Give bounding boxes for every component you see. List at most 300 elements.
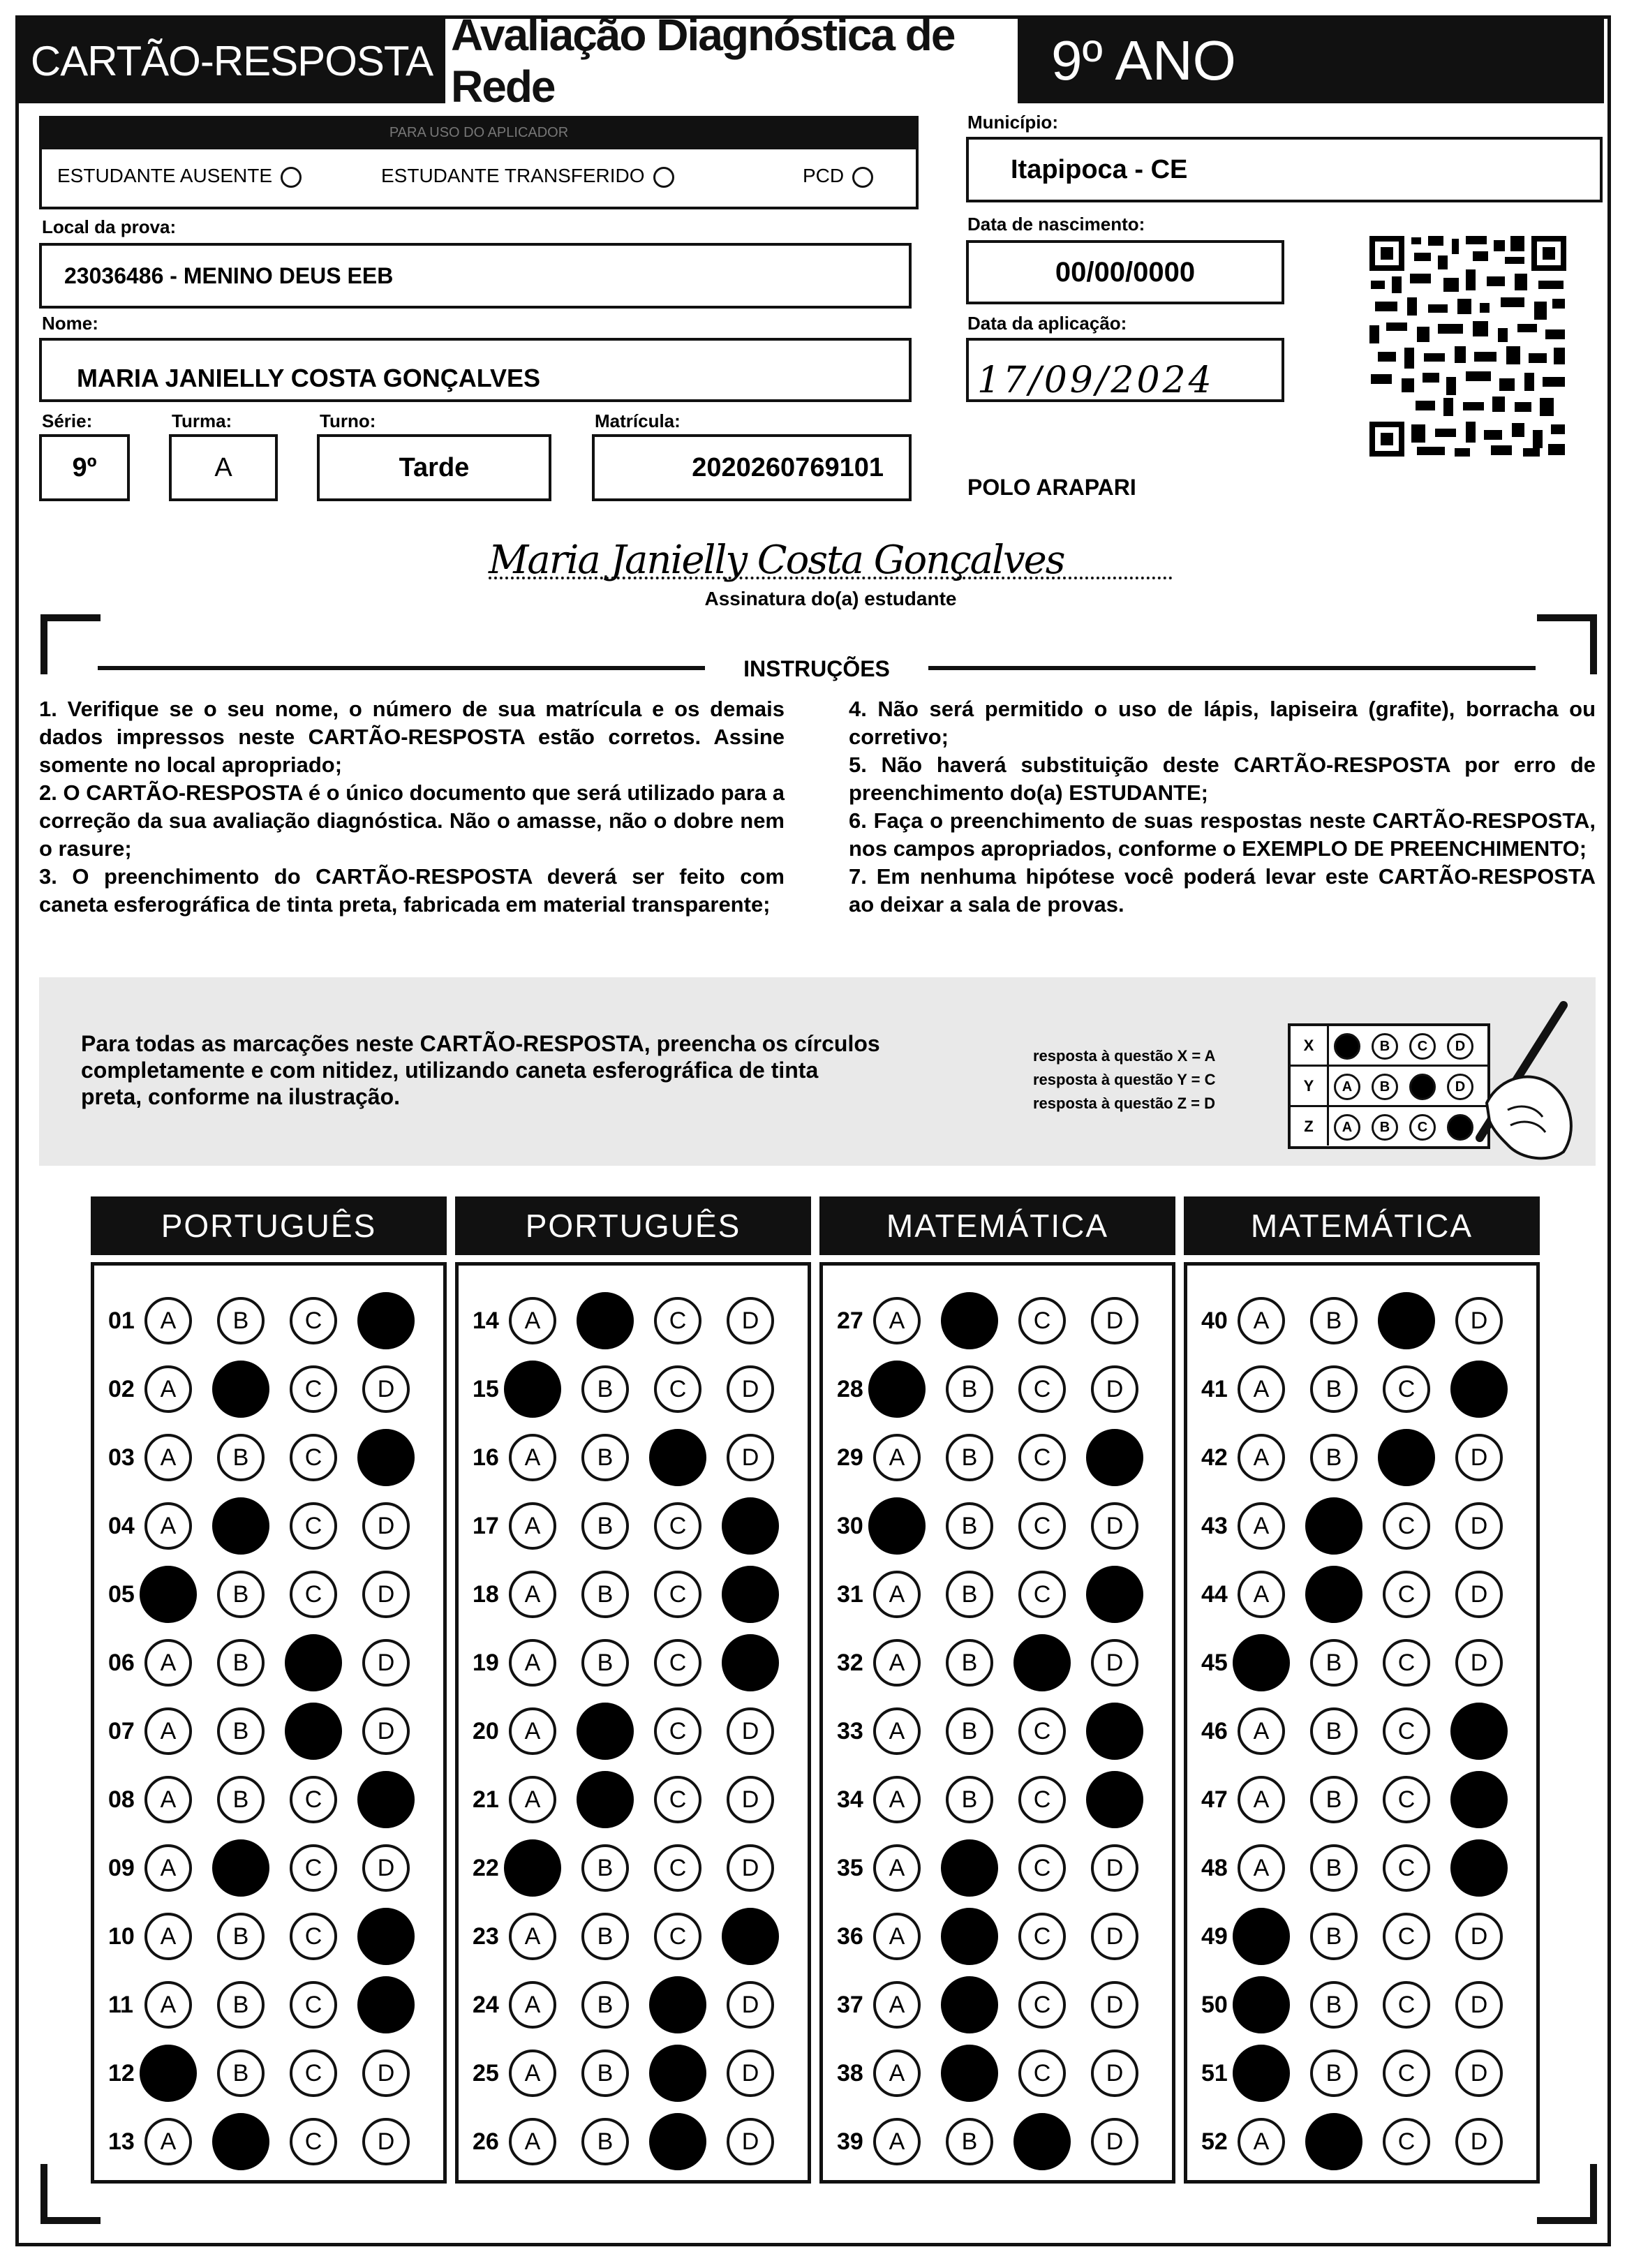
answer-bubble-a[interactable]: A	[140, 2045, 197, 2102]
question-number: 02	[108, 1375, 135, 1402]
answer-bubble-b[interactable]: B	[946, 1639, 993, 1687]
answer-bubble-d[interactable]: D	[357, 1976, 415, 2033]
answer-bubble-c[interactable]: C	[1383, 1844, 1430, 1892]
question-number: 03	[108, 1444, 135, 1471]
answer-bubble-b[interactable]: B	[946, 2118, 993, 2165]
question-number: 44	[1201, 1580, 1228, 1608]
answer-bubble-b[interactable]: B	[941, 2045, 998, 2102]
example-bubble-a: A	[1334, 1114, 1360, 1141]
answer-bubble-d[interactable]: D	[1450, 1703, 1508, 1760]
question-number: 32	[837, 1649, 863, 1676]
answer-bubble-a[interactable]: A	[873, 1913, 921, 1960]
answer-bubble-a[interactable]: A	[509, 2118, 556, 2165]
answer-bubble-c[interactable]: C	[285, 1634, 342, 1691]
question-number: 22	[473, 1854, 499, 1881]
answer-bubble-c[interactable]: C	[654, 1844, 701, 1892]
answer-bubble-a[interactable]: A	[873, 1571, 921, 1618]
answer-bubble-a[interactable]: A	[1238, 1571, 1285, 1618]
answer-bubble-a[interactable]: A	[509, 2050, 556, 2097]
answer-bubble-c[interactable]: C	[1018, 1913, 1066, 1960]
question-row	[837, 1978, 1164, 2032]
answer-bubble-d[interactable]: D	[1450, 1361, 1508, 1418]
answer-bubble-d[interactable]: D	[727, 1844, 774, 1892]
answer-bubble-b[interactable]: B	[212, 1361, 269, 1418]
answer-bubble-d[interactable]: D	[1086, 1703, 1143, 1760]
answer-bubble-b[interactable]: B	[581, 1913, 629, 1960]
absent-option[interactable]	[57, 165, 302, 188]
answer-bubble-b[interactable]: B	[1305, 1497, 1362, 1555]
answer-bubble-b[interactable]: B	[581, 1639, 629, 1687]
answer-bubble-d[interactable]: D	[362, 1571, 410, 1618]
answer-bubble-a[interactable]: A	[1233, 1634, 1290, 1691]
answer-bubble-d[interactable]: D	[362, 2050, 410, 2097]
answer-bubble-d[interactable]: D	[1086, 1771, 1143, 1828]
answer-bubble-b[interactable]: B	[1305, 2113, 1362, 2170]
answer-bubble-d[interactable]: D	[1455, 1913, 1503, 1960]
answer-bubble-a[interactable]: A	[144, 1639, 192, 1687]
answer-bubble-b[interactable]: B	[1310, 1434, 1358, 1481]
answer-bubble-b[interactable]: B	[581, 1434, 629, 1481]
answer-bubble-c[interactable]: C	[290, 1502, 337, 1550]
answer-bubble-b[interactable]: B	[1310, 1365, 1358, 1413]
answer-bubble-b[interactable]: B	[1310, 1913, 1358, 1960]
question-row	[108, 2114, 435, 2169]
answer-bubble-b[interactable]: B	[946, 1571, 993, 1618]
question-row	[1201, 1294, 1528, 1348]
answer-bubble-a[interactable]: A	[1238, 2118, 1285, 2165]
answer-bubble-b[interactable]: B	[946, 1365, 993, 1413]
answer-bubble-c[interactable]: C	[1013, 2113, 1071, 2170]
answer-bubble-c[interactable]: C	[290, 1981, 337, 2029]
answer-bubble-c[interactable]: C	[1018, 1571, 1066, 1618]
question-row	[473, 1430, 799, 1485]
pcd-circle[interactable]	[852, 167, 873, 188]
question-number: 18	[473, 1580, 499, 1608]
corner-bottom-right	[1537, 2164, 1597, 2224]
question-number: 38	[837, 2059, 863, 2087]
answer-bubble-d[interactable]: D	[1091, 1297, 1138, 1344]
name-label: Nome:	[42, 313, 98, 334]
answer-bubble-a[interactable]: A	[144, 1776, 192, 1823]
answer-bubble-d[interactable]: D	[1091, 1844, 1138, 1892]
answer-bubble-c[interactable]: C	[290, 1844, 337, 1892]
answer-bubble-b[interactable]: B	[212, 1497, 269, 1555]
answer-bubble-d[interactable]: D	[1455, 1639, 1503, 1687]
qr-code	[1368, 235, 1568, 458]
question-row	[108, 1636, 435, 1690]
instruction-1: 1. Verifique se o seu nome, o número de sua matrícula e os demais dados impressos neste CARTÃO-RESPOSTA estão corretos. Assine somente no local apropriado;	[39, 697, 785, 777]
answer-bubble-d[interactable]: D	[362, 1844, 410, 1892]
question-number: 11	[108, 1991, 133, 2018]
question-number: 45	[1201, 1649, 1228, 1676]
answer-bubble-b[interactable]: B	[941, 1292, 998, 1349]
answer-bubble-d[interactable]: D	[727, 2118, 774, 2165]
answer-bubble-a[interactable]: A	[144, 1707, 192, 1755]
local-field: 23036486 - MENINO DEUS EEB	[39, 243, 912, 309]
answer-bubble-c[interactable]: C	[654, 1297, 701, 1344]
answer-bubble-a[interactable]: A	[509, 1913, 556, 1960]
answer-bubble-a[interactable]: A	[144, 1297, 192, 1344]
question-row	[473, 1704, 799, 1758]
app-date-field[interactable]: 17/09/2024	[966, 338, 1284, 402]
answer-bubble-a[interactable]: A	[873, 1297, 921, 1344]
answer-bubble-a[interactable]: A	[868, 1497, 926, 1555]
answer-bubble-c[interactable]: C	[290, 1913, 337, 1960]
answer-bubble-b[interactable]: B	[217, 1707, 265, 1755]
question-number: 36	[837, 1922, 863, 1950]
answer-bubble-c[interactable]: C	[1383, 1913, 1430, 1960]
answer-bubble-b[interactable]: B	[1310, 1639, 1358, 1687]
answer-bubble-d[interactable]: D	[362, 1639, 410, 1687]
answer-bubble-d[interactable]: D	[362, 1365, 410, 1413]
answer-bubble-d[interactable]: D	[362, 2118, 410, 2165]
answer-bubble-a[interactable]: A	[504, 1839, 561, 1897]
answer-bubble-c[interactable]: C	[1383, 1707, 1430, 1755]
answer-bubble-c[interactable]: C	[1378, 1429, 1435, 1486]
answer-bubble-a[interactable]: A	[873, 1844, 921, 1892]
answer-bubble-a[interactable]: A	[1233, 2045, 1290, 2102]
turno-field: Tarde	[317, 434, 551, 501]
question-row	[108, 1362, 435, 1416]
answer-bubble-b[interactable]: B	[212, 2113, 269, 2170]
answer-bubble-b[interactable]: B	[217, 1434, 265, 1481]
answer-bubble-d[interactable]: D	[1091, 1981, 1138, 2029]
answer-bubble-a[interactable]: A	[509, 1502, 556, 1550]
question-row	[1201, 2046, 1528, 2100]
answer-bubble-b[interactable]: B	[581, 2050, 629, 2097]
answer-bubble-c[interactable]: C	[1383, 1365, 1430, 1413]
answer-bubble-b[interactable]: B	[946, 1707, 993, 1755]
grade-title: 9º ANO	[1018, 18, 1604, 103]
example-question: Z	[1291, 1107, 1329, 1146]
answer-bubble-b[interactable]: B	[217, 1776, 265, 1823]
answer-bubble-a[interactable]: A	[509, 1434, 556, 1481]
answer-bubble-c[interactable]: C	[290, 1365, 337, 1413]
transferred-option[interactable]	[381, 165, 674, 188]
answer-bubble-b[interactable]: B	[1310, 1707, 1358, 1755]
answer-bubble-c[interactable]: C	[1018, 1981, 1066, 2029]
answer-bubble-c[interactable]: C	[649, 1429, 706, 1486]
answer-bubble-a[interactable]: A	[1238, 1434, 1285, 1481]
matricula-field: 2020260769101	[592, 434, 912, 501]
answer-bubble-d[interactable]: D	[1455, 2050, 1503, 2097]
answer-bubble-d[interactable]: D	[1086, 1566, 1143, 1623]
answer-bubble-c[interactable]: C	[654, 1913, 701, 1960]
answer-bubble-d[interactable]: D	[1091, 1639, 1138, 1687]
answer-bubble-a[interactable]: A	[144, 1502, 192, 1550]
evaluation-title: Avaliação Diagnóstica de Rede	[451, 20, 1016, 101]
section-header: PORTUGUÊS	[91, 1196, 447, 1255]
answer-bubble-d[interactable]: D	[357, 1908, 415, 1965]
answer-bubble-b[interactable]: B	[217, 2050, 265, 2097]
answer-bubble-b[interactable]: B	[581, 1502, 629, 1550]
answer-bubble-c[interactable]: C	[1018, 1776, 1066, 1823]
answer-bubble-a[interactable]: A	[1233, 1908, 1290, 1965]
transferred-circle[interactable]	[653, 167, 674, 188]
answer-bubble-b[interactable]: B	[217, 1297, 265, 1344]
example-bubble-a: A	[1334, 1074, 1360, 1100]
question-number: 48	[1201, 1854, 1228, 1881]
question-number: 49	[1201, 1922, 1228, 1950]
question-row	[1201, 1978, 1528, 2032]
example-bubble-b: B	[1372, 1033, 1398, 1060]
answer-bubble-d[interactable]: D	[727, 1981, 774, 2029]
answer-bubble-a[interactable]: A	[1233, 1976, 1290, 2033]
answer-bubble-a[interactable]: A	[1238, 1707, 1285, 1755]
answer-bubble-a[interactable]: A	[144, 1981, 192, 2029]
answer-bubble-d[interactable]: D	[1455, 2118, 1503, 2165]
question-row	[837, 1909, 1164, 1964]
question-number: 10	[108, 1922, 135, 1950]
answer-bubble-c[interactable]: C	[1018, 1844, 1066, 1892]
instruction-4: 4. Não será permitido o uso de lápis, lapiseira (grafite), borracha ou corretivo;	[849, 697, 1596, 749]
signature-line	[489, 577, 1173, 579]
answer-bubble-d[interactable]: D	[1455, 1297, 1503, 1344]
answer-bubble-a[interactable]: A	[1238, 1844, 1285, 1892]
question-number: 09	[108, 1854, 135, 1881]
question-row	[108, 1499, 435, 1553]
answer-bubble-c[interactable]: C	[1018, 1365, 1066, 1413]
answer-bubble-c[interactable]: C	[290, 1776, 337, 1823]
answer-bubble-c[interactable]: C	[649, 1976, 706, 2033]
answer-bubble-c[interactable]: C	[1018, 1707, 1066, 1755]
answer-bubble-d[interactable]: D	[1455, 1981, 1503, 2029]
answer-bubble-d[interactable]: D	[357, 1771, 415, 1828]
answer-bubble-b[interactable]: B	[581, 2118, 629, 2165]
answer-bubble-d[interactable]: D	[357, 1292, 415, 1349]
example-bubble-b: B	[1372, 1114, 1398, 1141]
answer-bubble-c[interactable]: C	[290, 1297, 337, 1344]
answer-bubble-d[interactable]: D	[1091, 1502, 1138, 1550]
example-legend	[1033, 1044, 1215, 1116]
turno-label: Turno:	[320, 410, 376, 431]
matricula-label: Matrícula:	[595, 410, 681, 431]
answer-bubble-c[interactable]: C	[1018, 1434, 1066, 1481]
birth-field: 00/00/0000	[966, 240, 1284, 304]
birth-label: Data de nascimento:	[967, 214, 1145, 235]
example-bubble-c	[1409, 1074, 1436, 1100]
answer-bubble-c[interactable]: C	[290, 1434, 337, 1481]
question-row	[1201, 1772, 1528, 1827]
question-row	[1201, 1499, 1528, 1553]
answer-bubble-b[interactable]: B	[577, 1771, 634, 1828]
answer-bubble-d[interactable]: D	[722, 1634, 779, 1691]
answer-bubble-a[interactable]: A	[144, 1365, 192, 1413]
local-label: Local da prova:	[42, 216, 177, 237]
instr-rule-left	[98, 666, 705, 670]
answer-bubble-a[interactable]: A	[144, 1913, 192, 1960]
answer-bubble-a[interactable]: A	[144, 1844, 192, 1892]
app-date-label: Data da aplicação:	[967, 313, 1127, 334]
answer-bubble-a[interactable]: A	[873, 2118, 921, 2165]
answer-bubble-d[interactable]: D	[727, 1365, 774, 1413]
corner-top-right	[1537, 614, 1597, 674]
answer-bubble-c[interactable]: C	[654, 1571, 701, 1618]
answer-bubble-d[interactable]: D	[362, 1502, 410, 1550]
question-number: 20	[473, 1717, 499, 1744]
answer-bubble-c[interactable]: C	[290, 2118, 337, 2165]
answer-bubble-c[interactable]: C	[1018, 1297, 1066, 1344]
answer-bubble-a[interactable]: A	[873, 1776, 921, 1823]
answer-bubble-a[interactable]: A	[144, 2118, 192, 2165]
answer-bubble-a[interactable]: A	[1238, 1776, 1285, 1823]
example-bubble-c: C	[1409, 1033, 1436, 1060]
answer-bubble-d[interactable]: D	[1086, 1429, 1143, 1486]
signature-label: Assinatura do(a) estudante	[704, 588, 957, 609]
answer-bubble-d[interactable]: D	[727, 1776, 774, 1823]
answer-bubble-a[interactable]: A	[1238, 1365, 1285, 1413]
answer-bubble-a[interactable]: A	[873, 1639, 921, 1687]
serie-label: Série:	[42, 410, 93, 431]
answer-bubble-d[interactable]: D	[1091, 2050, 1138, 2097]
answer-bubble-b[interactable]: B	[217, 1981, 265, 2029]
answer-bubble-b[interactable]: B	[946, 1776, 993, 1823]
answer-bubble-d[interactable]: D	[1091, 1913, 1138, 1960]
pcd-option[interactable]	[803, 165, 873, 188]
answer-bubble-d[interactable]: D	[362, 1707, 410, 1755]
answer-bubble-d[interactable]: D	[727, 1707, 774, 1755]
question-number: 26	[473, 2128, 499, 2155]
answer-bubble-d[interactable]: D	[1455, 1571, 1503, 1618]
question-number: 23	[473, 1922, 499, 1950]
answer-bubble-a[interactable]: A	[509, 1571, 556, 1618]
question-number: 52	[1201, 2128, 1228, 2155]
answer-bubble-c[interactable]: C	[649, 2113, 706, 2170]
answer-bubble-c[interactable]: C	[1383, 1776, 1430, 1823]
answer-bubble-a[interactable]: A	[1238, 1297, 1285, 1344]
answer-bubble-b[interactable]: B	[217, 1571, 265, 1618]
answer-bubble-d[interactable]: D	[722, 1497, 779, 1555]
question-number: 16	[473, 1444, 499, 1471]
absent-circle[interactable]	[281, 167, 302, 188]
question-row	[1201, 1636, 1528, 1690]
answer-bubble-c[interactable]: C	[654, 1707, 701, 1755]
name-field: MARIA JANIELLY COSTA GONÇALVES	[39, 338, 912, 402]
answer-bubble-b[interactable]: B	[1305, 1566, 1362, 1623]
answer-bubble-b[interactable]: B	[217, 1913, 265, 1960]
question-number: 31	[837, 1580, 863, 1608]
answer-bubble-c[interactable]: C	[1378, 1292, 1435, 1349]
answer-bubble-a[interactable]: A	[873, 1434, 921, 1481]
question-number: 19	[473, 1649, 499, 1676]
question-row	[837, 1772, 1164, 1827]
question-row	[473, 1978, 799, 2032]
answer-bubble-c[interactable]: C	[290, 2050, 337, 2097]
answer-bubble-c[interactable]: C	[654, 1365, 701, 1413]
question-row	[1201, 1430, 1528, 1485]
answer-bubble-a[interactable]: A	[140, 1566, 197, 1623]
answer-bubble-a[interactable]: A	[868, 1361, 926, 1418]
answer-bubble-b[interactable]: B	[217, 1639, 265, 1687]
answer-bubble-d[interactable]: D	[727, 1297, 774, 1344]
answer-bubble-c[interactable]: C	[1018, 2050, 1066, 2097]
answer-bubble-b[interactable]: B	[946, 1434, 993, 1481]
answer-bubble-c[interactable]: C	[654, 1639, 701, 1687]
answer-bubble-c[interactable]: C	[1383, 2050, 1430, 2097]
answer-bubble-d[interactable]: D	[1091, 1365, 1138, 1413]
answer-bubble-a[interactable]: A	[509, 1639, 556, 1687]
answer-bubble-b[interactable]: B	[941, 1976, 998, 2033]
answer-bubble-b[interactable]: B	[1310, 2050, 1358, 2097]
question-row	[108, 1772, 435, 1827]
answer-bubble-b[interactable]: B	[1310, 1844, 1358, 1892]
answer-bubble-a[interactable]: A	[873, 1707, 921, 1755]
answer-bubble-b[interactable]: B	[1310, 1776, 1358, 1823]
question-row	[108, 1567, 435, 1622]
answer-bubble-d[interactable]: D	[1450, 1839, 1508, 1897]
answer-bubble-b[interactable]: B	[577, 1292, 634, 1349]
answer-bubble-b[interactable]: B	[577, 1703, 634, 1760]
answer-bubble-d[interactable]: D	[727, 2050, 774, 2097]
answer-bubble-b[interactable]: B	[212, 1839, 269, 1897]
question-row	[837, 1841, 1164, 1895]
question-row	[473, 1499, 799, 1553]
answer-bubble-a[interactable]: A	[509, 1776, 556, 1823]
answer-bubble-b[interactable]: B	[581, 1981, 629, 2029]
answer-bubble-d[interactable]: D	[1455, 1502, 1503, 1550]
question-number: 01	[108, 1307, 135, 1334]
answer-bubble-c[interactable]: C	[1383, 1639, 1430, 1687]
question-row	[837, 2046, 1164, 2100]
answer-bubble-b[interactable]: B	[581, 1365, 629, 1413]
answer-bubble-a[interactable]: A	[509, 1297, 556, 1344]
answer-bubble-d[interactable]: D	[1450, 1771, 1508, 1828]
answer-bubble-c[interactable]: C	[1018, 1502, 1066, 1550]
answer-bubble-b[interactable]: B	[946, 1502, 993, 1550]
question-number: 37	[837, 1991, 863, 2018]
answer-bubble-c[interactable]: C	[1383, 1502, 1430, 1550]
instruction-7: 7. Em nenhuma hipótese você poderá levar este CARTÃO-RESPOSTA ao deixar a sala de provas.	[849, 864, 1596, 917]
answer-bubble-b[interactable]: B	[581, 1571, 629, 1618]
answer-bubble-d[interactable]: D	[722, 1908, 779, 1965]
answer-bubble-d[interactable]: D	[722, 1566, 779, 1623]
answer-bubble-b[interactable]: B	[1310, 1981, 1358, 2029]
answer-panel	[91, 1262, 447, 2184]
answer-bubble-b[interactable]: B	[941, 1839, 998, 1897]
answer-bubble-c[interactable]: C	[654, 1776, 701, 1823]
answer-bubble-a[interactable]: A	[504, 1361, 561, 1418]
pcd-label: PCD	[803, 165, 845, 186]
question-row	[108, 1704, 435, 1758]
answer-bubble-d[interactable]: D	[1091, 2118, 1138, 2165]
answer-bubble-c[interactable]: C	[290, 1571, 337, 1618]
answer-bubble-a[interactable]: A	[144, 1434, 192, 1481]
answer-bubble-a[interactable]: A	[1238, 1502, 1285, 1550]
answer-bubble-b[interactable]: B	[1310, 1297, 1358, 1344]
answer-bubble-c[interactable]: C	[649, 2045, 706, 2102]
question-row	[1201, 1704, 1528, 1758]
answer-bubble-b[interactable]: B	[941, 1908, 998, 1965]
example-bubble-d: D	[1447, 1033, 1473, 1060]
answer-bubble-c[interactable]: C	[1013, 1634, 1071, 1691]
answer-bubble-c[interactable]: C	[654, 1502, 701, 1550]
answer-panel	[819, 1262, 1175, 2184]
answer-bubble-a[interactable]: A	[509, 1707, 556, 1755]
answer-bubble-a[interactable]: A	[509, 1981, 556, 2029]
question-row	[837, 1362, 1164, 1416]
answer-bubble-a[interactable]: A	[873, 1981, 921, 2029]
answer-bubble-c[interactable]: C	[1383, 1571, 1430, 1618]
answer-bubble-a[interactable]: A	[873, 2050, 921, 2097]
polo-text: POLO ARAPARI	[967, 475, 1136, 500]
answer-bubble-b[interactable]: B	[581, 1844, 629, 1892]
answer-bubble-c[interactable]: C	[1383, 2118, 1430, 2165]
answer-bubble-c[interactable]: C	[1383, 1981, 1430, 2029]
answer-bubble-c[interactable]: C	[285, 1703, 342, 1760]
answer-bubble-d[interactable]: D	[357, 1429, 415, 1486]
answer-bubble-d[interactable]: D	[727, 1434, 774, 1481]
answer-bubble-d[interactable]: D	[1455, 1434, 1503, 1481]
